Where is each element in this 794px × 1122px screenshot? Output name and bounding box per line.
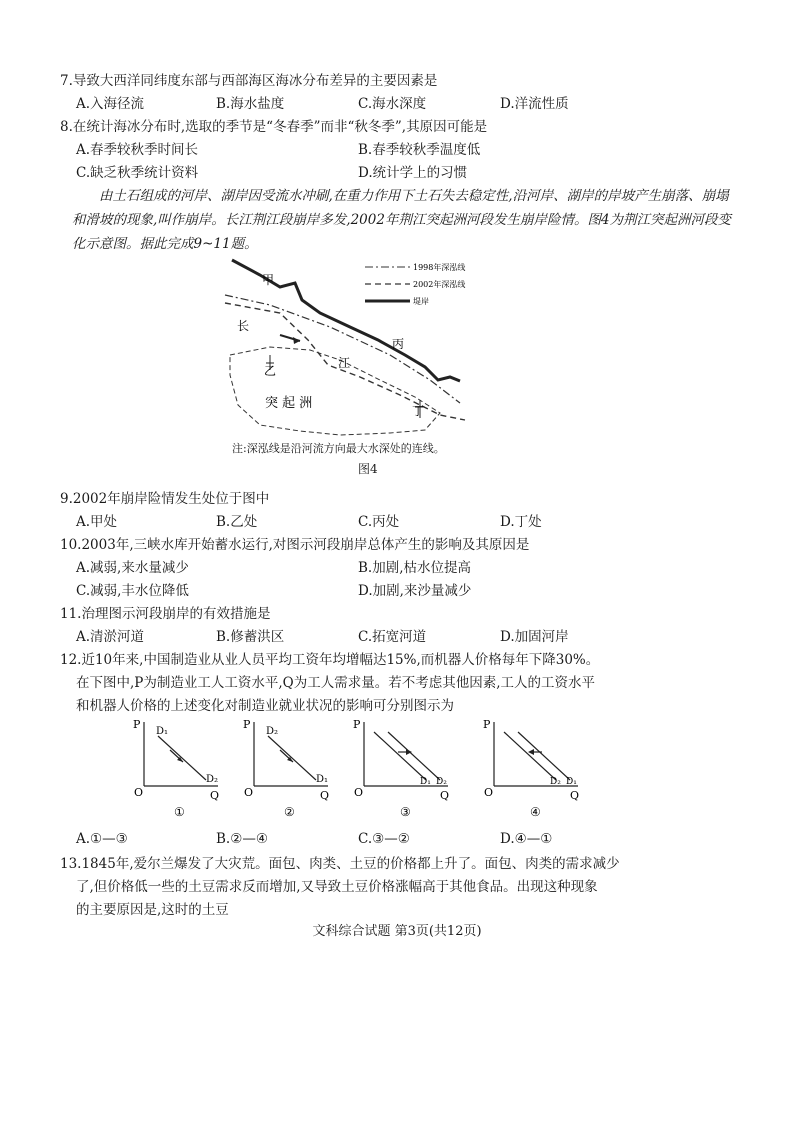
q7-option-d: D.洋流性质 xyxy=(500,96,569,112)
q8-option-d: D.统计学上的习惯 xyxy=(358,165,468,181)
q9-option-a: A.甲处 xyxy=(76,514,118,530)
q11-option-c: C.拓宽河道 xyxy=(358,629,427,645)
q7-option-c: C.海水深度 xyxy=(358,96,427,112)
island-outline xyxy=(230,347,440,435)
axis-p-label: P xyxy=(133,718,141,731)
graph-2-start-label: D₂ xyxy=(266,726,279,737)
q12-option-b: B.②—④ xyxy=(216,831,268,847)
q11-option-d: D.加固河岸 xyxy=(500,629,569,645)
label-jiang: 江 xyxy=(338,356,351,370)
q13-stem-line-3: 的主要原因是,这时的土豆 xyxy=(76,902,229,918)
legend-2002: 2002年深泓线 xyxy=(413,280,466,289)
graph-4-line-a: D₂ xyxy=(550,777,561,787)
q11-option-a: A.清淤河道 xyxy=(76,629,145,645)
econ-graph-2 xyxy=(238,716,338,822)
label-jia: 甲 xyxy=(262,273,275,287)
q7-stem: 7.导致大西洋同纬度东部与西部海区海冰分布差异的主要因素是 xyxy=(60,73,438,89)
q9-option-c: C.丙处 xyxy=(358,514,400,530)
origin-label: O xyxy=(354,786,364,799)
thalweg-1998 xyxy=(225,295,460,403)
figure-4-caption: 图4 xyxy=(358,462,378,476)
axis-q-label: Q xyxy=(210,789,220,802)
axis-q-label: Q xyxy=(570,789,580,802)
q12-option-d: D.④—① xyxy=(500,831,553,847)
graph-3-line-b: D₂ xyxy=(436,777,447,787)
axis-q-label: Q xyxy=(440,789,450,802)
q8-option-c: C.缺乏秋季统计资料 xyxy=(76,165,199,181)
label-bing: 丙 xyxy=(392,337,405,351)
graph-2-end-label: D₁ xyxy=(316,774,329,785)
label-yi: 乙 xyxy=(264,364,277,378)
econ-graph-3 xyxy=(348,716,468,822)
label-ding: 丁 xyxy=(412,404,425,418)
graph-3-numeral: ③ xyxy=(400,805,411,819)
q10-option-c: C.减弱,丰水位降低 xyxy=(76,583,189,599)
passage-text: 由土石组成的河岸、湖岸因受流水冲刷,在重力作用下土石失去稳定性,沿河岸、湖岸的岸坡产生崩落、崩塌和滑坡的现象,叫作崩岸。长江荆江段崩岸多发,2002年荆江突起洲河段发生崩岸险情。图4为荆江突起洲河段变化示意图。据此完成9~11题。 xyxy=(72,188,732,252)
graph-4-line-b: D₁ xyxy=(566,777,577,787)
figure-4-note: 注:深泓线是沿河流方向最大水深处的连线。 xyxy=(232,442,445,455)
label-chang: 长 xyxy=(237,319,250,333)
q7-option-b: B.海水盐度 xyxy=(216,96,285,112)
q13-stem-line-2: 了,但价格低一些的土豆需求反而增加,又导致土豆价格涨幅高于其他食品。出现这种现象 xyxy=(76,879,598,895)
q7-option-a: A.入海径流 xyxy=(76,96,145,112)
origin-label: O xyxy=(134,786,144,799)
axis-p-label: P xyxy=(353,718,361,731)
q9-option-b: B.乙处 xyxy=(216,514,258,530)
axis-p-label: P xyxy=(483,718,491,731)
econ-graph-1 xyxy=(128,716,228,822)
q12-stem-line-3: 和机器人价格的上述变化对制造业就业状况的影响可分别图示为 xyxy=(76,698,454,714)
legend-1998: 1998年深泓线 xyxy=(413,263,466,272)
q8-option-b: B.春季较秋季温度低 xyxy=(358,142,481,158)
q12-option-c: C.③—② xyxy=(358,831,410,847)
graph-1-end-label: D₂ xyxy=(206,774,219,785)
q10-stem: 10.2003年,三峡水库开始蓄水运行,对图示河段崩岸总体产生的影响及其原因是 xyxy=(60,537,530,553)
q8-stem: 8.在统计海冰分布时,选取的季节是“冬春季”而非“秋冬季”,其原因可能是 xyxy=(60,119,488,135)
q12-stem-line-2: 在下图中,P为制造业工人工资水平,Q为工人需求量。若不考虑其他因素,工人的工资水平 xyxy=(76,675,596,691)
q12-stem-line-1: 12.近10年来,中国制造业从业人员平均工资年均增幅达15%,而机器人价格每年下降30%。 xyxy=(60,652,600,668)
axis-q-label: Q xyxy=(320,789,330,802)
graph-3-line-a: D₁ xyxy=(420,777,431,787)
q9-option-d: D.丁处 xyxy=(500,514,542,530)
graph-1-start-label: D₁ xyxy=(156,726,169,737)
q13-stem-line-1: 13.1845年,爱尔兰爆发了大灾荒。面包、肉类、土豆的价格都上升了。面包、肉类的需求减少 xyxy=(60,856,620,872)
q12-option-a: A.①—③ xyxy=(76,831,128,847)
q11-option-b: B.修蓄洪区 xyxy=(216,629,285,645)
q8-option-a: A.春季较秋季时间长 xyxy=(76,142,199,158)
figure-4-map xyxy=(220,255,480,460)
q10-option-a: A.减弱,来水量减少 xyxy=(76,560,189,576)
label-island: 突 起 洲 xyxy=(265,396,313,411)
legend-embankment: 堤岸 xyxy=(413,297,429,306)
q10-option-d: D.加剧,来沙量减少 xyxy=(358,583,472,599)
q10-option-b: B.加剧,枯水位提高 xyxy=(358,560,472,576)
origin-label: O xyxy=(484,786,494,799)
axis-p-label: P xyxy=(243,718,251,731)
page-footer: 文科综合试题 第3页(共12页) xyxy=(312,924,482,939)
origin-label: O xyxy=(244,786,254,799)
q9-stem: 9.2002年崩岸险情发生处位于图中 xyxy=(60,491,270,507)
graph-2-numeral: ② xyxy=(284,805,295,819)
graph-1-numeral: ① xyxy=(174,805,185,819)
econ-graph-4 xyxy=(478,716,598,822)
reading-passage xyxy=(72,184,732,256)
graph-4-numeral: ④ xyxy=(530,805,541,819)
q11-stem: 11.治理图示河段崩岸的有效措施是 xyxy=(60,606,271,622)
